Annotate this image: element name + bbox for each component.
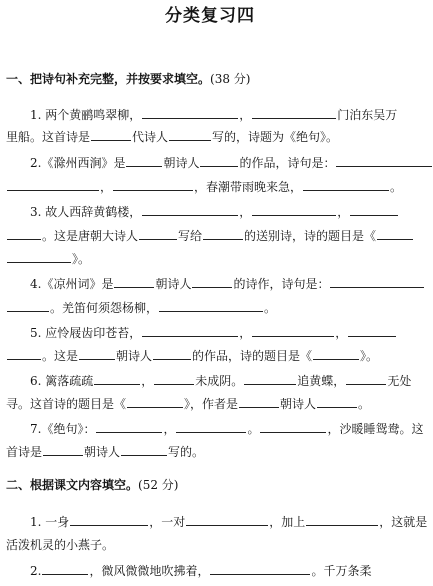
- q3-text-g: 》。: [72, 252, 91, 266]
- blank[interactable]: [210, 562, 310, 575]
- q5-text-f: 的作品，诗的题目是《: [192, 349, 313, 363]
- q3-text-b: ，: [239, 205, 252, 219]
- question-1-line-1: [30, 106, 416, 123]
- q1-text-f: 写的，诗题为《绝句》。: [212, 130, 339, 144]
- q3-text-d: 。这是唐朝大诗人: [42, 229, 139, 243]
- blank[interactable]: [91, 128, 131, 141]
- blank[interactable]: [350, 203, 398, 216]
- blank[interactable]: [114, 275, 154, 288]
- blank[interactable]: [313, 347, 359, 360]
- blank[interactable]: [113, 178, 193, 191]
- q1-text-a: 1. 两个黄鹂鸣翠柳，: [30, 108, 142, 122]
- blank[interactable]: [252, 203, 336, 216]
- section-2-question-2-line-1: [30, 562, 416, 579]
- q7-text-e: 首诗是: [6, 445, 43, 459]
- blank[interactable]: [200, 154, 238, 167]
- q3-text-a: 3. 故人西辞黄鹤楼，: [30, 205, 142, 219]
- blank[interactable]: [7, 227, 41, 240]
- blank[interactable]: [7, 299, 49, 312]
- q7-text-d: ，沙暖睡鸳鸯。这: [327, 422, 424, 436]
- q6-text-e: 无处: [387, 374, 412, 388]
- blank[interactable]: [252, 324, 334, 337]
- blank[interactable]: [303, 178, 389, 191]
- q6-text-d: 追黄蝶，: [297, 374, 346, 388]
- s2q1-text-e: 活泼机灵的小燕子。: [6, 538, 115, 552]
- s2q1-text-a: 1. 一身: [30, 515, 70, 529]
- q5-text-g: 》。: [360, 349, 379, 363]
- blank[interactable]: [176, 420, 246, 433]
- q2-text-b: 朝诗人: [163, 156, 200, 170]
- blank[interactable]: [169, 128, 211, 141]
- question-7-line-1: [30, 420, 424, 437]
- question-3-line-2: [6, 227, 416, 244]
- q6-text-h: 朝诗人: [280, 397, 317, 411]
- question-5-line-1: [30, 324, 416, 341]
- q7-text-a: 7.《绝句》：: [30, 422, 96, 436]
- q1-text-c: 门泊东吴万: [337, 108, 398, 122]
- q1-text-b: ，: [239, 108, 252, 122]
- section-1-points: (38 分): [210, 72, 251, 86]
- blank[interactable]: [317, 395, 357, 408]
- section-2-question-1-line-2: [6, 537, 416, 553]
- blank[interactable]: [79, 347, 115, 360]
- blank[interactable]: [43, 443, 83, 456]
- blank[interactable]: [377, 227, 413, 240]
- q3-text-c: ，: [337, 205, 350, 219]
- q5-text-e: 朝诗人: [116, 349, 153, 363]
- s2q1-text-b: ，一对: [149, 515, 186, 529]
- s2q2-text-a: 2.: [30, 564, 42, 578]
- question-4-line-1: [30, 275, 416, 292]
- question-3-line-1: [30, 203, 416, 220]
- blank[interactable]: [126, 154, 162, 167]
- question-2-line-2: [6, 178, 416, 195]
- question-2-line-1: [30, 154, 416, 171]
- q1-text-e: 代诗人: [132, 130, 169, 144]
- q2-text-a: 2.《滁州西涧》是: [30, 156, 126, 170]
- question-5-line-2: [6, 347, 416, 364]
- q6-text-b: ，: [141, 374, 154, 388]
- question-1-line-2: [6, 128, 416, 145]
- section-2-question-1-line-1: [30, 513, 428, 530]
- blank[interactable]: [139, 227, 177, 240]
- section-1-heading: [6, 71, 250, 87]
- q5-text-a: 5. 应怜屐齿印苍苔，: [30, 326, 142, 340]
- blank[interactable]: [121, 443, 167, 456]
- q2-text-e: ，春潮带雨晚来急，: [194, 180, 303, 194]
- section-1-title: 一、把诗句补充完整，并按要求填空。: [6, 72, 211, 86]
- blank[interactable]: [203, 227, 243, 240]
- q5-text-d: 。这是: [42, 349, 79, 363]
- blank[interactable]: [142, 203, 238, 216]
- blank[interactable]: [7, 178, 99, 191]
- blank[interactable]: [244, 372, 296, 385]
- blank[interactable]: [260, 420, 326, 433]
- blank[interactable]: [154, 372, 194, 385]
- q7-text-f: 朝诗人: [84, 445, 121, 459]
- q7-text-g: 写的。: [168, 445, 205, 459]
- blank[interactable]: [186, 513, 268, 526]
- q6-text-f: 寻。这首诗的题目是《: [6, 397, 127, 411]
- q2-text-c: 的作品，诗句是：: [239, 156, 336, 170]
- blank[interactable]: [70, 513, 148, 526]
- q4-text-c: 的诗作，诗句是：: [233, 277, 330, 291]
- s2q2-text-c: 。千万条柔: [311, 564, 372, 578]
- blank[interactable]: [192, 275, 232, 288]
- q3-text-e: 写给: [178, 229, 203, 243]
- blank[interactable]: [142, 106, 238, 119]
- blank[interactable]: [42, 562, 88, 575]
- blank[interactable]: [94, 372, 140, 385]
- question-4-line-2: [6, 299, 416, 316]
- q3-text-f: 的送别诗，诗的题目是《: [244, 229, 377, 243]
- q6-text-i: 。: [358, 397, 371, 411]
- s2q1-text-c: ，加上: [269, 515, 306, 529]
- blank[interactable]: [330, 275, 424, 288]
- blank[interactable]: [153, 347, 191, 360]
- q1-text-d: 里船。这首诗是: [6, 130, 91, 144]
- section-2-heading: [6, 477, 178, 493]
- section-2-points: (52 分): [138, 478, 179, 492]
- blank[interactable]: [346, 372, 386, 385]
- blank[interactable]: [96, 420, 162, 433]
- q5-text-b: ，: [239, 326, 252, 340]
- s2q1-text-d: ，这就是: [379, 515, 428, 529]
- blank[interactable]: [252, 106, 336, 119]
- blank[interactable]: [159, 299, 263, 312]
- blank[interactable]: [348, 324, 396, 337]
- question-6-line-2: [6, 395, 416, 412]
- question-6-line-1: [30, 372, 416, 389]
- q4-text-g: 。: [264, 301, 277, 315]
- s2q2-text-b: ，微风微微地吹拂着，: [89, 564, 210, 578]
- q6-text-c: 未成阴。: [195, 374, 244, 388]
- q2-text-f: 。: [390, 180, 403, 194]
- q5-text-c: ，: [335, 326, 348, 340]
- q4-text-f: 。羌笛何须怨杨柳，: [50, 301, 159, 315]
- q6-text-g: 》，作者是: [184, 397, 239, 411]
- page-title: 分类复习四: [165, 6, 255, 26]
- q7-text-b: ，: [163, 422, 176, 436]
- blank[interactable]: [7, 250, 71, 263]
- blank[interactable]: [142, 324, 238, 337]
- q2-text-d: ，: [100, 180, 113, 194]
- question-7-line-2: [6, 443, 416, 460]
- question-3-line-3: [6, 250, 416, 267]
- section-2-title: 二、根据课文内容填空。: [6, 478, 139, 492]
- blank[interactable]: [306, 513, 378, 526]
- blank[interactable]: [239, 395, 279, 408]
- q4-text-b: 朝诗人: [155, 277, 192, 291]
- blank[interactable]: [336, 154, 432, 167]
- blank[interactable]: [127, 395, 183, 408]
- blank[interactable]: [7, 347, 41, 360]
- q4-text-a: 4.《凉州词》是: [30, 277, 114, 291]
- q6-text-a: 6. 篱落疏疏: [30, 374, 94, 388]
- q7-text-c: 。: [247, 422, 260, 436]
